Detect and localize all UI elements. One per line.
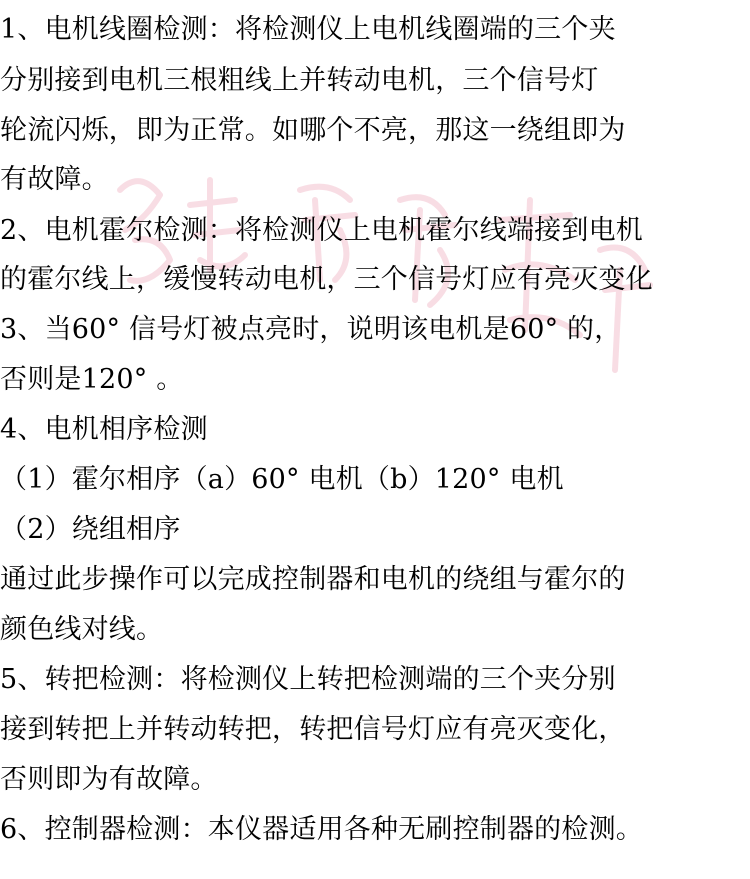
text-line-10: （1）霍尔相序（a）60° 电机（b）120° 电机 (0, 464, 564, 495)
text-line-6: 的霍尔线上，缓慢转动电机，三个信号灯应有亮灭变化 (0, 264, 653, 295)
text-line-8: 否则是120° 。 (0, 364, 184, 395)
text-line-3: 轮流闪烁，即为正常。如哪个不亮，那这一绕组即为 (0, 115, 626, 146)
text-line-12: 通过此步操作可以完成控制器和电机的绕组与霍尔的 (0, 564, 626, 595)
text-line-11: （2）绕组相序 (0, 514, 181, 545)
text-line-13: 颜色线对线。 (0, 614, 164, 645)
text-line-7: 3、当60° 信号灯被点亮时，说明该电机是60° 的， (0, 314, 622, 345)
text-line-17: 6、控制器检测：本仪器适用各种无刷控制器的检测。 (0, 814, 643, 845)
text-line-4: 有故障。 (0, 164, 109, 195)
text-line-15: 接到转把上并转动转把，转把信号灯应有亮灭变化， (0, 714, 626, 745)
text-line-2: 分别接到电机三根粗线上并转动电机，三个信号灯 (0, 65, 599, 96)
text-line-9: 4、电机相序检测 (0, 414, 208, 445)
text-line-14: 5、转把检测：将检测仪上转把检测端的三个夹分别 (0, 664, 616, 695)
text-line-16: 否则即为有故障。 (0, 764, 218, 795)
text-line-5: 2、电机霍尔检测：将检测仪上电机霍尔线端接到电机 (0, 215, 643, 246)
text-line-1: 1、电机线圈检测：将检测仪上电机线圈端的三个夹 (0, 14, 616, 45)
